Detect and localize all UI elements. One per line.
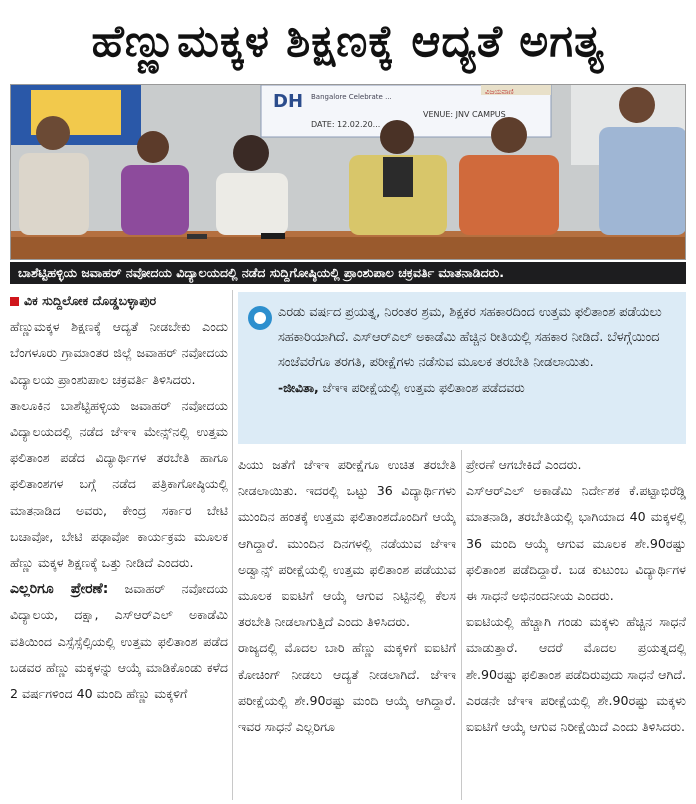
article-column-1: [10, 288, 228, 707]
dateline-marker-icon: [10, 297, 19, 306]
paragraph: ತಾಲೂಕಿನ ಬಾಶೆಟ್ಟಿಹಳ್ಳಿಯ ಜವಾಹರ್ ನವೋದಯ ವಿದ್ಯಾಲಯದಲ್ಲಿ ನಡೆದ ಜೆಇಇ ಮೇನ್ಸ್‌ನಲ್ಲಿ ಉತ್ತಮ ಫಲಿತಾಂಶ ಪಡೆದ ವಿದ್ಯಾರ್ಥಿಗಳ ತರಬೇತಿ ಹಾಗೂ ಫಲಿತಾಂಶಗಳ ಬಗ್ಗೆ ನಡೆದ ಪತ್ರಿಕಾಗೋಷ್ಠಿಯಲ್ಲಿ ಮಾತನಾಡಿದ ಅವರು, ಕೇಂದ್ರ ಸರ್ಕಾರ ಬೇಟಿ ಬಚಾವೋ, ಬೇಟಿ ಪಢಾವೋ ಕಾರ್ಯಕ್ರಮ ಮೂಲಕ ಹೆಣ್ಣು ಮಕ್ಕಳ ಶಿಕ್ಷಣಕ್ಕೆ ಒತ್ತು ನೀಡಿದೆ ಎಂದರು.: [10, 397, 228, 571]
headline: ಹೆಣ್ಣುಮಕ್ಕಳ ಶಿಕ್ಷಣಕ್ಕೆ ಆದ್ಯತೆ ಅಗತ್ಯ: [91, 16, 605, 67]
quote-box: [238, 292, 686, 444]
paragraph-text: ಜವಾಹರ್ ನವೋದಯ ವಿದ್ಯಾಲಯ, ದಕ್ಷಾ, ಎಸ್‌ಆರ್‌ಎಲ್ ಅಕಾಡೆಮಿ ವತಿಯಿಂದ ಎಸ್ಸೆಸ್ಸೆಲ್ಸಿಯಲ್ಲಿ ಉತ್ತಮ ಫಲಿತಾಂಶ ಪಡೆದ ಬಡವರ ಹೆಣ್ಣು ಮಕ್ಕಳನ್ನು ಆಯ್ಕೆ ಮಾಡಿಕೊಂಡು ಕಳೆದ 2 ವರ್ಷಗಳಿಂದ 40 ಮಂದಿ ಹೆಣ್ಣು ಮಕ್ಕಳಿಗೆ: [10, 581, 228, 702]
column-rule: [461, 450, 462, 800]
paper-logo: ವಿಜಯವಾಣಿ: [485, 88, 514, 96]
photo-caption: ಬಾಶೆಟ್ಟಿಹಳ್ಳಿಯ ಜವಾಹರ್ ನವೋದಯ ವಿದ್ಯಾಲಯದಲ್ಲಿ ನಡೆದ ಸುದ್ದಿಗೋಷ್ಠಿಯಲ್ಲಿ ಪ್ರಾಂಶುಪಾಲ ಚಕ್ರವರ್ತಿ ಮಾತನಾಡಿದರು.: [10, 262, 686, 284]
quote-role: ಜೆಇಇ ಪರೀಕ್ಷೆಯಲ್ಲಿ ಉತ್ತಮ ಫಲಿತಾಂಶ ಪಡೆದವರು: [322, 380, 525, 395]
dateline-text: ವಿಕ ಸುದ್ದಿಲೋಕ ದೊಡ್ಡಬಳ್ಳಾಪುರ: [24, 293, 157, 308]
banner-logo: DH: [273, 91, 304, 112]
subhead-paragraph: [10, 576, 228, 707]
quote-attribution: [278, 375, 676, 400]
column-rule: [232, 290, 233, 800]
paragraph: ಹೆಣ್ಣುಮಕ್ಕಳ ಶಿಕ್ಷಣಕ್ಕೆ ಆದ್ಯತೆ ನೀಡಬೇಕು ಎಂದು ಬೆಂಗಳೂರು ಗ್ರಾಮಾಂತರ ಜಿಲ್ಲೆ ಜವಾಹರ್ ನವೋದಯ ವಿದ್ಯಾಲಯ ಪ್ರಾಂಶುಪಾಲ ಚಕ್ರವರ್ತಿ ತಿಳಿಸಿದರು.: [10, 319, 228, 387]
banner-date: DATE: 12.02.20...: [311, 120, 381, 129]
quote-text: ಎರಡು ವರ್ಷದ ಪ್ರಯತ್ನ, ನಿರಂತರ ಶ್ರಮ, ಶಿಕ್ಷಕರ ಸಹಕಾರದಿಂದ ಉತ್ತಮ ಫಲಿತಾಂಶ ಪಡೆಯಲು ಸಹಕಾರಿಯಾಗಿದೆ. ಎಸ್‌ಆರ್‌ಎಲ್ ಅಕಾಡೆಮಿ ಹೆಚ್ಚಿನ ರೀತಿಯಲ್ಲಿ ಸಹಕಾರ ನೀಡಿದೆ. ಬೆಳಗ್ಗೆಯಿಂದ ಸಂಜೆವರೆಗೂ ತರಗತಿ, ಪರೀಕ್ಷೆಗಳು ನಡೆಸುವ ಮೂಲಕ ತರಬೇತಿ ನೀಡಲಾಯಿತು.: [278, 305, 662, 370]
banner-line: Bangalore Celebrate ...: [311, 93, 392, 101]
paragraph: ರಾಜ್ಯದಲ್ಲಿ ಮೊದಲ ಬಾರಿ ಹೆಣ್ಣು ಮಕ್ಕಳಿಗೆ ಐಐಟಿಗೆ ಕೋಚಿಂಗ್ ನೀಡಲು ಆದ್ಯತೆ ನೀಡಲಾಗಿದೆ. ಜೆಇಇ ಪರೀಕ್ಷೆಯಲ್ಲಿ ಶೇ.90ರಷ್ಟು ಮಂದಿ ಆಯ್ಕೆ ಆಗಿದ್ದಾರೆ. ಇವರ ಸಾಧನೆ ಎಲ್ಲರಿಗೂ: [238, 640, 456, 735]
quote-name: -ಜೀವಿತಾ,: [278, 380, 319, 395]
paragraph: ಪಿಯು ಜತೆಗೆ ಜೆಇಇ ಪರೀಕ್ಷೆಗೂ ಉಚಿತ ತರಬೇತಿ ನೀಡಲಾಯಿತು. ಇದರಲ್ಲಿ ಒಟ್ಟು 36 ವಿದ್ಯಾರ್ಥಿಗಳು ಮುಂದಿನ ಹಂತಕ್ಕೆ ಉತ್ತಮ ಫಲಿತಾಂಶದೊಂದಿಗೆ ಆಯ್ಕೆ ಆಗಿದ್ದಾರೆ. ಮುಂದಿನ ದಿನಗಳಲ್ಲಿ ನಡೆಯುವ ಜೆಇಇ ಅಡ್ವಾನ್ಸ್ ಪರೀಕ್ಷೆಯಲ್ಲಿ ಉತ್ತಮ ಫಲಿತಾಂಶ ಪಡೆಯುವ ಮೂಲಕ ಐಐಟಿಗೆ ಆಯ್ಕೆ ಆಗುವ ನಿಟ್ಟಿನಲ್ಲಿ ಕೆಲಸ ತರಬೇತಿ ನೀಡಲಾಗುತ್ತಿದೆ ಎಂದು ತಿಳಿಸಿದರು.: [238, 457, 456, 630]
paragraph: ಐಐಟಿಯಲ್ಲಿ ಹೆಚ್ಚಾಗಿ ಗಂಡು ಮಕ್ಕಳು ಹೆಚ್ಚಿನ ಸಾಧನೆ ಮಾಡುತ್ತಾರೆ. ಆದರೆ ಮೊದಲ ಪ್ರಯತ್ನದಲ್ಲಿ ಶೇ.90ರಷ್ಟು ಫಲಿತಾಂಶ ಪಡೆದಿರುವುದು ಸಾಧನೆ ಆಗಿದೆ. ಎರಡನೇ ಜೆಇಇ ಪರೀಕ್ಷೆಯಲ್ಲಿ ಶೇ.90ರಷ್ಟು ಮಕ್ಕಳು ಐಐಟಿಗೆ ಆಯ್ಕೆ ಆಗುವ ನಿರೀಕ್ಷೆಯಿದೆ ಎಂದು ತಿಳಿಸಿದರು.: [466, 614, 686, 735]
subhead: ಎಲ್ಲರಿಗೂ ಪ್ರೇರಣೆ:: [10, 581, 109, 598]
press-meet-photo: [10, 84, 686, 260]
article-column-3: [466, 452, 686, 740]
article-column-2: [238, 452, 456, 740]
paragraph: ಎಸ್‌ಆರ್‌ಎಲ್ ಅಕಾಡೆಮಿ ನಿರ್ದೇಶಕ ಕೆ.ಪಟ್ಟಾಭಿರೆಡ್ಡಿ ಮಾತನಾಡಿ, ತರಬೇತಿಯಲ್ಲಿ ಭಾಗಿಯಾದ 40 ಮಕ್ಕಳಲ್ಲಿ 36 ಮಂದಿ ಆಯ್ಕೆ ಆಗುವ ಮೂಲಕ ಶೇ.90ರಷ್ಟು ಫಲಿತಾಂಶ ಪಡೆದಿದ್ದಾರೆ. ಬಡ ಕುಟುಂಬ ವಿದ್ಯಾರ್ಥಿಗಳ ಈ ಸಾಧನೆ ಅಭಿನಂದನೀಯ ಎಂದರು.: [466, 483, 686, 604]
paragraph: ಪ್ರೇರಣೆ ಆಗಬೇಕಿದೆ ಎಂದರು.: [466, 457, 582, 472]
quote-icon: [248, 306, 272, 330]
dateline: [10, 288, 228, 314]
banner-venue: VENUE: JNV CAMPUS: [423, 110, 506, 119]
